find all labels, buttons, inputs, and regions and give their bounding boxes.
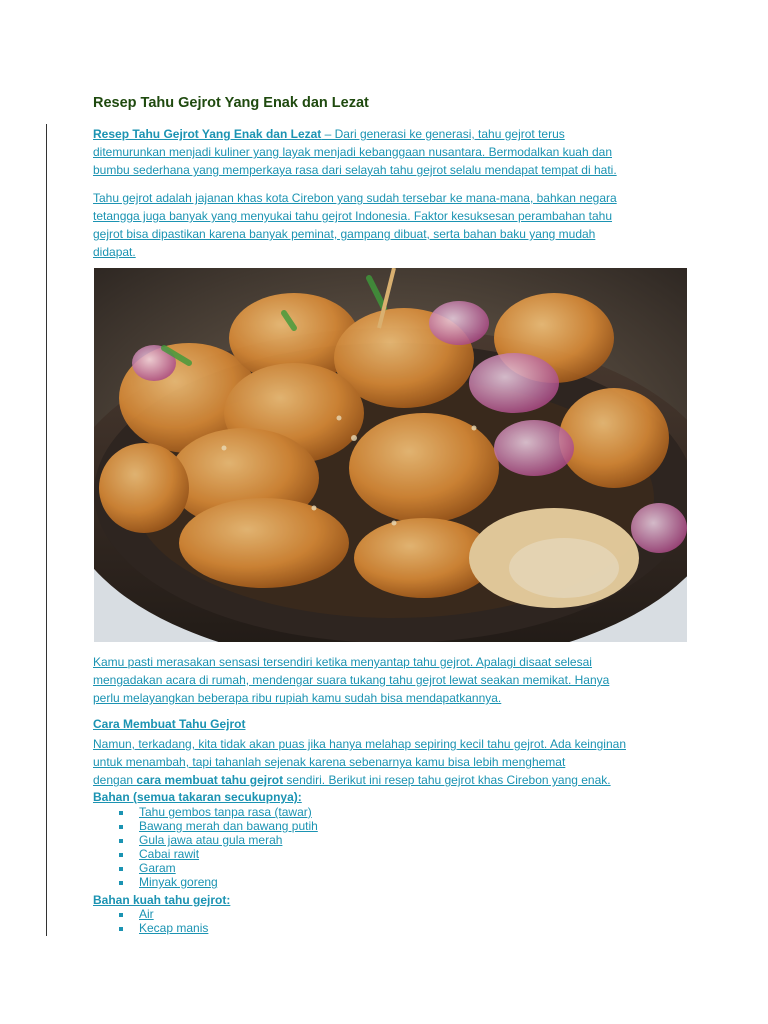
intro-paragraph bbox=[93, 125, 693, 179]
square-bullet-icon bbox=[117, 921, 139, 935]
intro-line-2: ditemurunkan menjadi kuliner yang layak menjadi kebanggaan nusantara. Bermodalkan kuah dan bbox=[93, 145, 612, 159]
cara-heading[interactable]: Cara Membuat Tahu Gejrot bbox=[93, 717, 246, 731]
square-bullet-icon bbox=[117, 833, 139, 847]
list-item bbox=[117, 833, 318, 847]
cara-line-2: untuk menambah, tapi tahanlah sejenak karena sebenarnya kamu bisa lebih menghemat bbox=[93, 755, 566, 769]
intro-line-1 bbox=[93, 125, 693, 143]
list-item-text: Bawang merah dan bawang putih bbox=[139, 819, 318, 833]
cara-line-3-rest: sendiri. Berikut ini resep tahu gejrot khas Cirebon yang enak. bbox=[283, 773, 611, 787]
ingredient-list bbox=[117, 805, 318, 889]
origin-line: Tahu gejrot adalah jajanan khas kota Cirebon yang sudah tersebar ke mana-mana, bahkan negara bbox=[93, 191, 617, 205]
fried-tofu-illustration bbox=[94, 268, 687, 642]
list-item bbox=[117, 921, 208, 935]
origin-paragraph bbox=[93, 189, 693, 261]
list-item-text: Minyak goreng bbox=[139, 875, 218, 889]
intro-lead-link[interactable]: Resep Tahu Gejrot Yang Enak dan Lezat bbox=[93, 127, 322, 141]
square-bullet-icon bbox=[117, 847, 139, 861]
square-bullet-icon bbox=[117, 805, 139, 819]
list-item-text: Gula jawa atau gula merah bbox=[139, 833, 283, 847]
list-item bbox=[117, 875, 318, 889]
cara-line-1: Namun, terkadang, kita tidak akan puas jika hanya melahap sepiring kecil tahu gejrot. Ada keinginan bbox=[93, 737, 626, 751]
origin-line: gejrot bisa dipastikan karena banyak peminat, gampang dibuat, serta bahan baku yang mudah bbox=[93, 227, 596, 241]
kuah-ingredient-list bbox=[117, 907, 208, 935]
list-item bbox=[117, 847, 318, 861]
sensation-paragraph bbox=[93, 653, 693, 707]
page-title: Resep Tahu Gejrot Yang Enak dan Lezat bbox=[93, 95, 369, 111]
square-bullet-icon bbox=[117, 819, 139, 833]
cara-line-3-bold: cara membuat tahu gejrot bbox=[136, 773, 284, 787]
cara-line-3-prefix: dengan bbox=[93, 773, 137, 787]
list-item-text: Garam bbox=[139, 861, 176, 875]
square-bullet-icon bbox=[117, 875, 139, 889]
square-bullet-icon bbox=[117, 861, 139, 875]
list-item bbox=[117, 907, 208, 921]
list-item-text: Cabai rawit bbox=[139, 847, 200, 861]
cara-paragraph bbox=[93, 735, 693, 789]
origin-line: didapat. bbox=[93, 245, 136, 259]
square-bullet-icon bbox=[117, 907, 139, 921]
list-item-text: Tahu gembos tanpa rasa (tawar) bbox=[139, 805, 312, 819]
left-margin-rule bbox=[46, 124, 47, 936]
cara-line-3 bbox=[93, 771, 693, 789]
list-item bbox=[117, 805, 318, 819]
intro-line-3: bumbu sederhana yang memperkaya rasa dari selayah tahu gejrot selalu mendapat tempat di hati. bbox=[93, 163, 617, 177]
sensation-line: Kamu pasti merasakan sensasi tersendiri ketika menyantap tahu gejrot. Apalagi disaat selesai bbox=[93, 655, 592, 669]
list-item-text: Kecap manis bbox=[139, 921, 209, 935]
sensation-line: mengadakan acara di rumah, mendengar suara tukang tahu gejrot lewat seakan memikat. Hanya bbox=[93, 673, 610, 687]
fried-tofu-photo bbox=[94, 268, 687, 642]
kuah-heading[interactable]: Bahan kuah tahu gejrot: bbox=[93, 893, 231, 907]
list-item bbox=[117, 819, 318, 833]
sensation-line: perlu melayangkan beberapa ribu rupiah kamu sudah bisa mendapatkannya. bbox=[93, 691, 502, 705]
origin-line: tetangga juga banyak yang menyukai tahu gejrot Indonesia. Faktor kesuksesan perambahan tahu bbox=[93, 209, 613, 223]
list-item bbox=[117, 861, 318, 875]
list-item-text: Air bbox=[139, 907, 154, 921]
bahan-heading[interactable]: Bahan (semua takaran secukupnya): bbox=[93, 790, 302, 804]
intro-lead-rest: – Dari generasi ke generasi, tahu gejrot terus bbox=[321, 127, 565, 141]
